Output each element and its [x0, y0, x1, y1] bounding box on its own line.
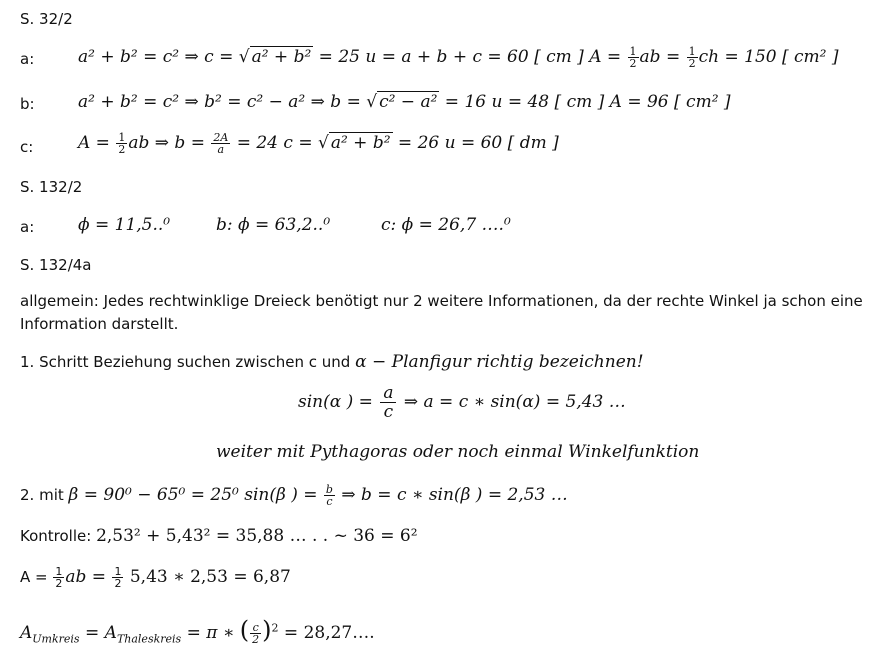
- eq-c-part2: ab ⇒ b =: [128, 133, 211, 153]
- eq-a-part2: = 25 u = a + b + c = 60 [ cm ] A =: [313, 47, 627, 67]
- step2-text: 2. mit: [20, 486, 69, 504]
- section-title-s32-2: S. 32/2: [20, 10, 73, 28]
- eq-b-part1: a² + b² = c² ⇒ b² = c² − a² ⇒ b =: [78, 92, 367, 112]
- equation-row-b: a² + b² = c² ⇒ b² = c² − a² ⇒ b = √ c² − a² = 16 u = 48 [ cm ] A = 96 [ cm² ]: [78, 92, 731, 112]
- frac-2a-over-a: $\frac{2A}{a}$: [213, 131, 229, 156]
- umkreis-exp: 2: [271, 621, 279, 635]
- area-math2: 5,43 ∗ 2,53 = 6,87: [124, 567, 291, 587]
- eq-b-sqrt: c² − a²: [379, 92, 438, 112]
- step2-rhs: ⇒ b = c ∗ sin(β ) = 2,53 …: [335, 485, 568, 505]
- umkreis-b: = A: [79, 623, 117, 643]
- section-title-s132-2: S. 132/2: [20, 178, 83, 196]
- eq-c-part4: = 26 u = 60 [ dm ]: [392, 133, 559, 153]
- label-b: b:: [20, 95, 35, 113]
- frac-half-2: $\frac{1}{2}$: [688, 45, 696, 70]
- equation-row-a: a² + b² = c² ⇒ c = √ a² + b² = 25 u = a + b + c = 60 [ cm ] A = $\frac{1}{2}$ ab = $\frac{1}{2}$ ch = 150 [ cm² ]: [78, 45, 839, 70]
- area-math1: ab =: [65, 567, 112, 587]
- eq-c-sqrt: a² + b²: [330, 133, 391, 153]
- section-title-s132-4a: S. 132/4a: [20, 256, 92, 274]
- eq-c-part3: = 24 c =: [231, 133, 318, 153]
- weiter-text: weiter mit Pythagoras oder noch einmal Winkelfunktion: [216, 442, 700, 462]
- area-line: [20, 566, 291, 589]
- umkreis-sub1: Umkreis: [32, 632, 80, 646]
- step1-line: [20, 352, 644, 372]
- step2-line: [20, 484, 568, 507]
- eq-a-part3: ab =: [639, 47, 686, 67]
- equation-row-c: A = $\frac{1}{2}$ ab ⇒ b = $\frac{2A}{a}$ = 24 c = √ a² + b² = 26 u = 60 [ dm ]: [78, 131, 559, 156]
- general-text-line1: allgemein: Jedes rechtwinklige Dreieck benötigt nur 2 weitere Informationen, da der rechte Winkel ja schon eine: [20, 292, 863, 310]
- label-a: a:: [20, 50, 35, 68]
- frac-b-over-c: $\frac{b}{c}$: [325, 483, 333, 508]
- umkreis-a: A: [20, 623, 33, 643]
- frac-half-5: $\frac{1}{2}$: [114, 565, 122, 590]
- frac-half-4: $\frac{1}{2}$: [55, 565, 63, 590]
- eq-b-part2: = 16 u = 48 [ cm ] A = 96 [ cm² ]: [439, 92, 731, 112]
- area-text: A =: [20, 568, 53, 586]
- label-a-angles: a:: [20, 218, 35, 236]
- step1-math: α − Planfigur richtig bezeichnen!: [355, 352, 644, 372]
- sin-alpha-equation: [298, 384, 626, 421]
- angle-a: ϕ = 11,5..⁰: [78, 215, 171, 235]
- sin-alpha-rhs: ⇒ a = c ∗ sin(α) = 5,43 …: [398, 392, 626, 412]
- eq-a-part4: ch = 150 [ cm² ]: [698, 47, 839, 67]
- frac-half-3: $\frac{1}{2}$: [118, 131, 126, 156]
- kontrolle-math: 2,53² + 5,43² = 35,88 … . . ~ 36 = 6²: [96, 526, 418, 546]
- eq-a-sqrt: a² + b²: [251, 47, 312, 67]
- umkreis-c: = π ∗: [181, 623, 240, 643]
- eq-a-part1: a² + b² = c² ⇒ c =: [78, 47, 239, 67]
- frac-c-over-2: $\frac{c}{2}$: [252, 621, 260, 646]
- kontrolle-line: [20, 526, 418, 546]
- umkreis-equation: $A_{Umkreis} = A_{Thaleskreis} = \pi$ ∗ ( $\frac{c}{2}$ )$^2$ = 28,27….: [20, 616, 375, 646]
- angle-c: c: ϕ = 26,7 ….⁰: [381, 215, 511, 235]
- umkreis-end: = 28,27….: [278, 623, 375, 643]
- frac-a-over-c: $\frac{a}{c}$: [380, 384, 396, 421]
- angle-b: b: ϕ = 63,2..⁰: [216, 215, 331, 235]
- step2-math: β = 90⁰ − 65⁰ = 25⁰ sin(β ) =: [68, 485, 323, 505]
- sin-alpha-lhs: sin(α ) =: [298, 392, 379, 412]
- frac-half-1: $\frac{1}{2}$: [629, 45, 637, 70]
- general-text-line2: Information darstellt.: [20, 315, 179, 333]
- umkreis-sub2: Thaleskreis: [116, 632, 182, 646]
- eq-c-part1: A =: [78, 133, 116, 153]
- kontrolle-text: Kontrolle:: [20, 527, 97, 545]
- step1-text: 1. Schritt Beziehung suchen zwischen c und: [20, 353, 356, 371]
- label-c: c:: [20, 138, 34, 156]
